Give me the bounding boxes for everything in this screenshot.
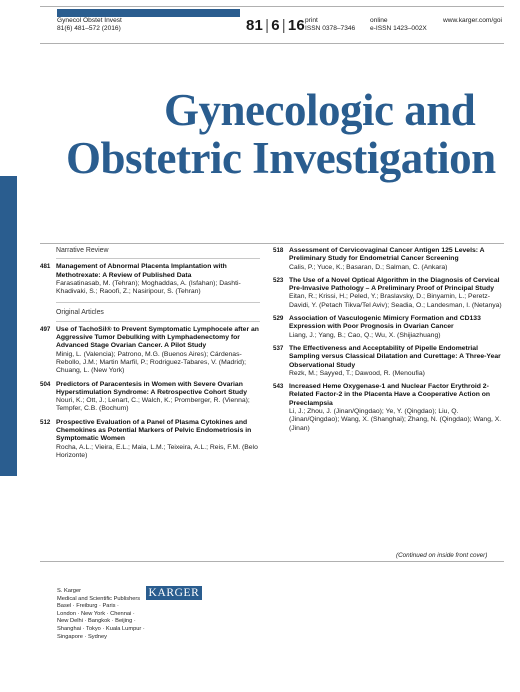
publisher-info (57, 588, 147, 641)
online-issn: e-ISSN 1423–002X (370, 25, 427, 33)
issue-separator: | (281, 17, 286, 34)
publisher-line: Basel · Freiburg · Paris · (57, 603, 119, 610)
article-page-number: 543 (273, 383, 284, 391)
article-entry (40, 419, 260, 460)
article-authors: Liang, J.; Yang, B.; Cao, Q.; Wu, X. (Shijiazhuang) (289, 331, 441, 339)
contents-left-column (40, 247, 260, 465)
article-title: Management of Abnormal Placenta Implantation with Methotrexate: A Review of Published Data (56, 263, 227, 279)
year-number: 16 (287, 17, 305, 34)
article-page-number: 529 (273, 315, 284, 323)
journal-citation-block (57, 17, 122, 34)
article-authors: Li, J.; Zhou, J. (Jinan/Qingdao); Ye, Y. (Qingdao); Liu, Q. (Jinan/Qingdao); Wang, X. (Shanghai); Zhang, N. (Qingdao); Wang, X. (Jinan) (289, 408, 502, 432)
article-authors: Calis, P.; Yuce, K.; Basaran, D.; Salman, C. (Ankara) (289, 263, 448, 271)
article-entry (40, 381, 260, 414)
article-entry (40, 263, 260, 296)
header-rule (40, 43, 504, 44)
footer-rule (40, 561, 504, 562)
journal-header (40, 17, 504, 39)
article-authors: Nouri, K.; Ott, J.; Lenart, C.; Walch, K.; Promberger, R. (Vienna); Tempfer, C.B. (Bochum) (56, 397, 250, 413)
issue-number (246, 15, 305, 37)
top-rule (40, 6, 504, 7)
article-page-number: 523 (273, 276, 284, 284)
issue-number-value: 6 (271, 17, 280, 34)
journal-url: www.karger.com/goi (443, 17, 502, 24)
article-authors: Eitan, R.; Krissi, H.; Peled, Y.; Braslavsky, D.; Binyamin, L.; Peretz-Davidi, Y. (Petach Tikva/Tel Aviv); Seadia, O.; Landesman, I. (Netanya) (289, 293, 502, 309)
online-label: online (370, 17, 388, 24)
section-divider (56, 258, 260, 259)
article-title: Assessment of Cervicovaginal Cancer Antigen 125 Levels: A Preliminary Study for Endometrial Cancer Screening (289, 247, 485, 263)
article-page-number: 518 (273, 247, 284, 254)
journal-short-name: Gynecol Obstet Invest (57, 17, 122, 24)
contents-right-column (273, 247, 505, 438)
article-entry (273, 277, 505, 310)
publisher-line: Medical and Scientific Publishers (57, 595, 141, 602)
karger-logo: KARGER (146, 586, 202, 600)
side-color-band (0, 176, 17, 476)
section-label: Narrative Review (56, 247, 109, 254)
article-entry (273, 345, 505, 378)
print-issn-block (305, 17, 355, 34)
article-title: Use of TachoSil® to Prevent Symptomatic Lymphocele after an Aggressive Tumor Debulking with Lymphadenectomy for Advanced Stage Ovarian Cancer. A Pilot Study (56, 325, 259, 350)
article-authors: Rezk, M.; Sayyed, T.; Dawood, R. (Menoufia) (289, 369, 425, 377)
journal-title (66, 86, 496, 182)
article-page-number: 512 (40, 418, 51, 426)
article-title: Prospective Evaluation of a Panel of Plasma Cytokines and Chemokines as Potential Markers of Pelvic Endometriosis in Symptomatic Women (56, 418, 252, 443)
journal-title-line1: Gynecologic and (164, 85, 476, 135)
article-page-number: 504 (40, 380, 51, 388)
publisher-line: New Delhi · Bangkok · Beijing · (57, 618, 136, 625)
article-page-number: 537 (273, 344, 284, 352)
section-divider (56, 302, 260, 303)
section-divider (56, 321, 260, 322)
article-entry (273, 383, 505, 433)
section-label: Original Articles (56, 309, 104, 317)
article-entry (40, 326, 260, 376)
publisher-line: S. Karger (57, 588, 82, 594)
print-label: print (305, 17, 318, 24)
article-entry (273, 247, 505, 272)
continued-note: (Continued on inside front cover) (396, 552, 488, 559)
article-title: Increased Heme Oxygenase-1 and Nuclear Factor Erythroid 2-Related Factor-2 in the Placenta Have a Cooperative Action on Preeclampsia (289, 383, 491, 407)
article-page-number: 481 (40, 263, 51, 271)
article-title: The Effectiveness and Acceptability of Pipelle Endometrial Sampling versus Classical Dilatation and Curettage: A Three-Year Observational Study (289, 344, 501, 369)
publisher-line: Shanghai · Tokyo · Kuala Lumpur · (57, 625, 145, 632)
article-title: Predictors of Paracentesis in Women with Severe Ovarian Hyperstimulation Syndrome: A Retrospective Cohort Study (56, 380, 247, 396)
article-entry (273, 315, 505, 340)
article-authors: Farasatinasab, M. (Tehran); Moghaddas, A. (Isfahan); Dashti-Khadivaki, S.; Raoofi, Z.; Nasiripour, S. (Tehran) (56, 279, 241, 296)
article-authors: Rocha, A.L.; Vieira, E.L.; Maia, L.M.; Teixeira, A.L.; Reis, F.M. (Belo Horizonte) (56, 443, 258, 459)
contents-rule (40, 243, 504, 244)
volume-number: 81 (246, 17, 264, 34)
article-authors: Minig, L. (Valencia); Patrono, M.G. (Buenos Aires); Cárdenas-Rebollo, J.M.; Martin Marfil, P.; Rodriguez-Tabares, V. (Madrid); Chuang, L. (New York) (56, 350, 247, 375)
article-title: The Use of a Novel Optical Algorithm in the Diagnosis of Cervical Pre-Invasive Pathology – A Preliminary Proof of Principal Study (289, 276, 500, 293)
print-issn: ISSN 0378–7346 (305, 25, 356, 33)
publisher-line: London · New York · Chennai · (57, 610, 135, 617)
top-color-bar (57, 9, 240, 17)
online-issn-block (370, 17, 427, 34)
journal-title-line2: Obstetric Investigation (66, 133, 496, 183)
article-page-number: 497 (40, 325, 51, 333)
journal-citation: 81(6) 481–572 (2016) (57, 25, 121, 33)
issue-separator: | (265, 17, 270, 34)
article-title: Association of Vasculogenic Mimicry Formation and CD133 Expression with Poor Prognosis in Ovarian Cancer (289, 315, 481, 331)
publisher-line: Singapore · Sydney (57, 633, 107, 640)
